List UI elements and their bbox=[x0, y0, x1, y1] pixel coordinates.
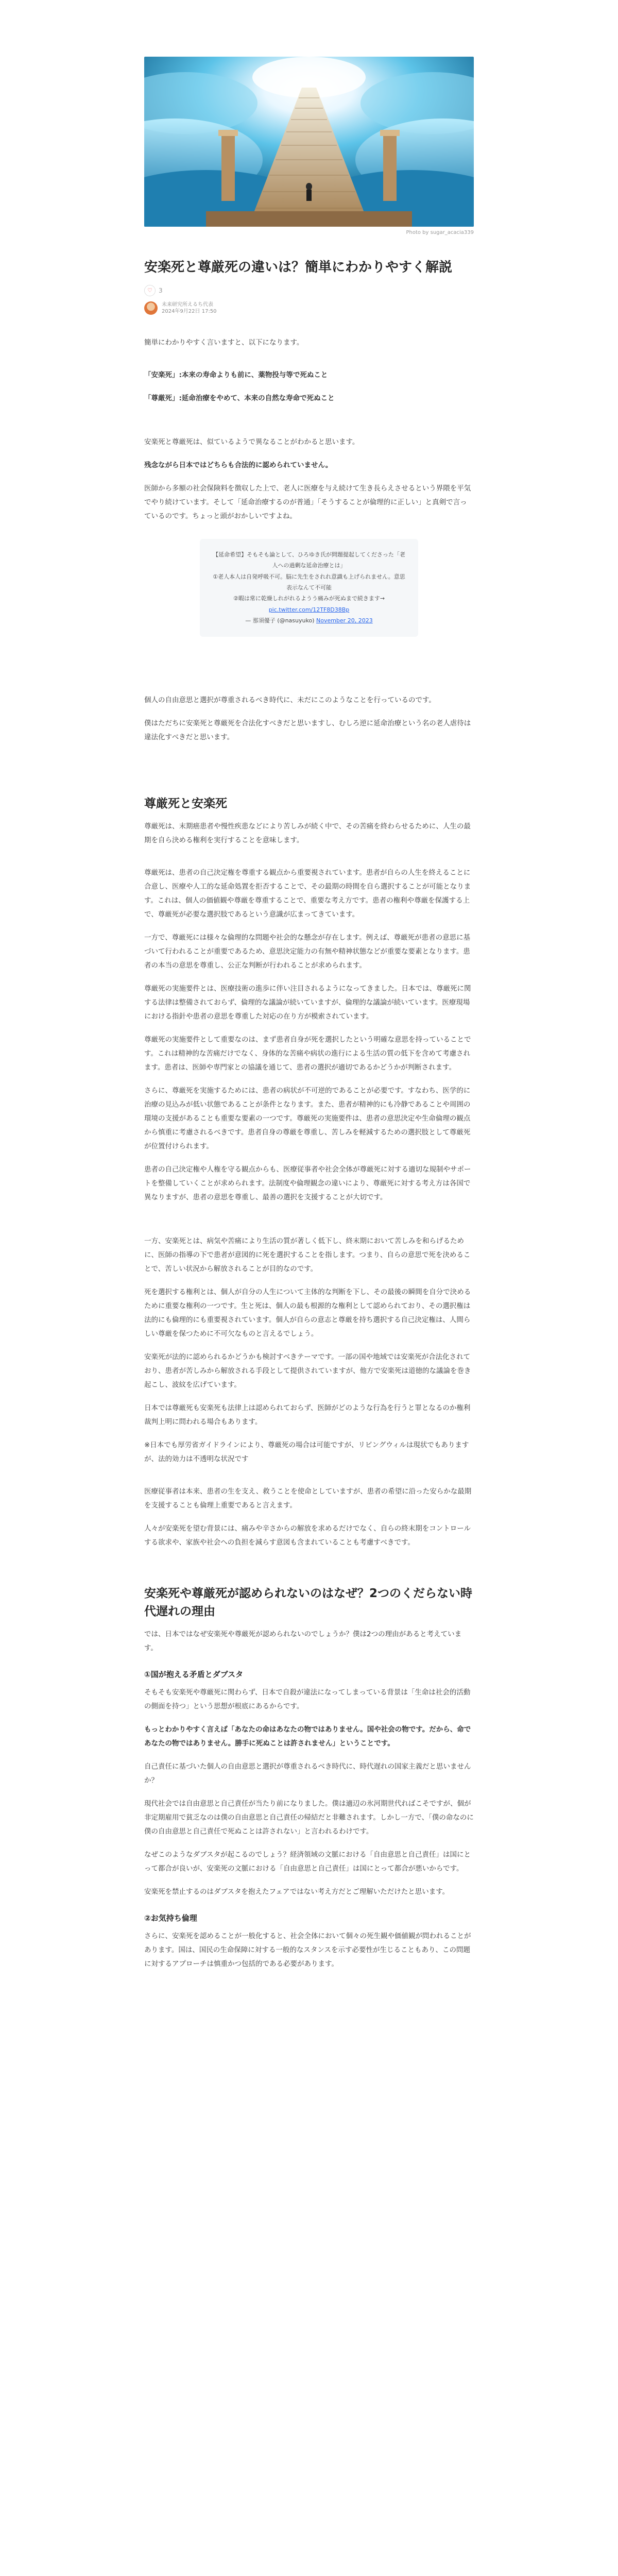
paragraph: 安楽死と尊厳死は、似ているようで異なることがわかると思います。 bbox=[144, 437, 359, 446]
paragraph: 尊厳死は、末期癌患者や慢性疾患などにより苦しみが続く中で、その苦痛を終わらせるために、人生の最期を自ら決める権利を実行することを意味します。 bbox=[144, 822, 471, 845]
like-count: 3 bbox=[159, 286, 163, 294]
paragraph: 僕はただちに安楽死と尊厳死を合法化すべきだと思いますし、むしろ逆に延命治療という名の老人虐待は違法化すべきだと思います。 bbox=[144, 719, 471, 741]
subsection-heading: ②お気持ち倫理 bbox=[144, 1913, 197, 1923]
author-block[interactable] bbox=[144, 301, 474, 315]
paragraph: 自己責任に基づいた個人の自由意思と選択が尊重されるべき時代に、時代遅れの国家主義だと思いませんか？ bbox=[144, 1762, 471, 1785]
tweet-date-link[interactable]: November 20, 2023 bbox=[316, 617, 373, 624]
paragraph: 医療従事者は本来、患者の生を支え、救うことを使命としていますが、患者の希望に沿った安らかな最期を支援することも倫理上重要であると言えます。 bbox=[144, 1487, 472, 1510]
paragraph-emphasis: もっとわかりやすく言えば「あなたの命はあなたの物ではありません。国や社会の物です。だから、命であなたの物ではありません。勝手に死ぬことは許されません」ということです。 bbox=[144, 1725, 471, 1748]
paragraph: ※日本でも厚労省ガイドラインにより、尊厳死の場合は可能ですが、リビングウィルは現状でもありますが、法的効力は不透明な状況です bbox=[144, 1441, 469, 1464]
paragraph: 一方で、尊厳死には様々な倫理的な問題や社会的な懸念が存在します。例えば、尊厳死が患者の意思に基づいて行われることが重要であるため、意思決定能力の有無や精神状態などが重要な要素となります。患者の本当の意思を尊重し、公正な判断が行われることが求められます。 bbox=[144, 934, 471, 970]
paragraph: さらに、安楽死を認めることが一般化すると、社会全体において個々の死生観や価値観が問われることがあります。国は、国民の生命保障に対する一般的なスタンスを示す必要性が生じることもあり、この問題に対するアプローチは慎重かつ包括的である必要があります。 bbox=[144, 1932, 471, 1969]
paragraph: 尊厳死の実施要件とは、医療技術の進歩に伴い注目されるようになってきました。日本では、尊厳死に関する法律は整備されておらず、倫理的な議論が続いていますが、倫理的な議論が続いています。医療現場における指針や患者の意思を尊重した対応の在り方が模索されています。 bbox=[144, 985, 471, 1021]
intro-text: 簡単にわかりやすく言いますと、以下になります。 bbox=[144, 338, 304, 347]
paragraph: 尊厳死の実施要件として重要なのは、まず患者自身が死を選択したという明確な意思を持っていることです。これは精神的な苦痛だけでなく、身体的な苦痛や病状の進行による生活の質の低下を含めて考慮されます。患者は、医師や専門家との協議を通じて、患者の選択が適切であるかどうかが判断されます。 bbox=[144, 1036, 471, 1072]
avatar[interactable] bbox=[144, 301, 158, 315]
tweet-line: ②暇は常に乾燥しれがれるようう痛みが死ぬまで続きます→ bbox=[233, 595, 385, 602]
tweet-pic-link[interactable]: pic.twitter.com/12TF8D38Bp bbox=[268, 606, 350, 613]
paragraph: 一方、安楽死とは、病気や苦痛により生活の質が著しく低下し、終末期において苦しみを和らげるために、医師の指導の下で患者が意図的に死を選択することを指します。つまり、自らの意思で死を決めることで、苦しい状況から解放されることが目的なのです。 bbox=[144, 1237, 471, 1274]
section-heading: 安楽死や尊厳死が認められないのはなぜ？2つのくだらない時代遅れの理由 bbox=[144, 1587, 473, 1618]
definition-dignity-death: 「尊厳死」:延命治療をやめて、本来の自然な寿命で死ぬこと bbox=[144, 394, 335, 402]
photo-credit: Photo by sugar_acacia339 bbox=[406, 230, 474, 235]
paragraph: なぜこのようなダブスタが起こるのでしょう？経済領域の文脈における「自由意思と自己責任」は国にとって都合が良いが、安楽死の文脈における「自由意思と自己責任」は国にとって都合が悪いからです。 bbox=[144, 1851, 471, 1873]
definition-euthanasia: 「安楽死」:本来の寿命よりも前に、薬物投与等で死ぬこと bbox=[144, 370, 328, 379]
paragraph: 医師から多額の社会保険料を徴収した上で、老人に医療を与え続けて生き長らえさせるという界隈を平気でやり続けています。そして「延命治療するのが普通」「そうすることが倫理的に正しい」と真剣で言っているのです。ちょっと頭がおかしいですよね。 bbox=[144, 484, 471, 520]
section-heading: 尊厳死と安楽死 bbox=[144, 796, 227, 810]
article-title: 安楽死と尊厳死の違いは？簡単にわかりやすく解説 bbox=[144, 260, 453, 275]
paragraph: 現代社会では自由意思と自己責任が当たり前になりました。僕は適辺の氷河期世代ればこそですが、個が非定期雇用で貧乏なのは僕の自由意思と自己責任の帰結だと非難されます。しかし一方で、「僕の命なのに僕の自由意思と自己責任で死ぬことは許されない」と言われるわけです。 bbox=[144, 1800, 474, 1836]
paragraph: 死を選択する権利とは、個人が自分の人生について主体的な判断を下し、その最後の瞬間を自分で決めるために重要な権利の一つです。生と死は、個人の最も根源的な権利として認められており、その選択権は法的にも倫理的にも重要視されています。個人が自らの意志と尊厳を持ち選択する自己決定権は、人間らしい尊厳を保つために不可欠なものと言えるでしょう。 bbox=[144, 1288, 471, 1338]
article bbox=[144, 0, 474, 1971]
paragraph: 患者の自己決定権や人権を守る観点からも、医療従事者や社会全体が尊厳死に対する適切な規制やサポートを整備していくことが求められます。法制度や倫理観念の違いにより、尊厳死に対する考え方は各国で異なりますが、患者の意思を尊重し、最善の選択を支援することが大切です。 bbox=[144, 1165, 471, 1202]
paragraph: 尊厳死は、患者の自己決定権を尊重する観点から重要視されています。患者が自らの人生を終えることに合意し、医療や人工的な延命処置を拒否することで、その最期の時間を自ら選択することが可能となります。これは、個人の価値観や尊厳を尊重することで、重要な考え方です。患者の権利や尊厳を保護する上で、尊厳死が必要な選択肢であるという意識が広まってきています。 bbox=[144, 869, 471, 919]
stairway-to-heaven-illustration bbox=[144, 57, 474, 227]
paragraph-legal: 残念ながら日本ではどちらも合法的に認められていません。 bbox=[144, 461, 333, 469]
paragraph: 安楽死を禁止するのはダブスタを抱えたフェアではない考え方だとご理解いただけたと思います。 bbox=[144, 1888, 450, 1896]
tweet-line: 【延命希望】そもそも論として、ひろゆき氏が問題提起してくださった「老人への過剰な延命治療とは」 bbox=[213, 551, 405, 569]
post-date: 2024年9月22日 17:50 bbox=[162, 309, 217, 315]
heart-icon[interactable]: ♡ bbox=[144, 285, 156, 296]
subsection-heading: ①国が抱える矛盾とダブスタ bbox=[144, 1670, 244, 1680]
hero-image bbox=[144, 57, 474, 227]
embedded-tweet bbox=[200, 539, 418, 637]
paragraph: 安楽死が法的に認められるかどうかも検討すべきテーマです。一部の国や地域では安楽死が合法化されており、患者が苦しみから解放される手段として提供されていますが、他方で安楽死は道徳的な議論を巻き起こし、波紋を広げています。 bbox=[144, 1353, 471, 1389]
tweet-line: ①老人本人は自発呼吸不可。脳に先生をされれ意識も上げられません。意思表示なんて不可能 bbox=[213, 573, 405, 591]
paragraph: そもそも安楽死や尊厳死に関わらず、日本で自殺が違法になってしまっている背景は「生命は社会的活動の側面を持つ」という思想が根底にあるからです。 bbox=[144, 1688, 471, 1711]
tweet-handle: — 那須優子 (@nasuyuko) bbox=[245, 617, 315, 624]
paragraph: 日本では尊厳死も安楽死も法律上は認められておらず、医師がどのような行為を行うと罪となるのか権利裁判上明に問われる場合もあります。 bbox=[144, 1404, 471, 1427]
author-name[interactable]: 未来研究所えるち代表 bbox=[162, 301, 213, 308]
like-row bbox=[144, 285, 474, 296]
paragraph: では、日本ではなぜ安楽死や尊厳死が認められないのでしょうか？僕は2つの理由があると考えています。 bbox=[144, 1630, 462, 1653]
paragraph: 個人の自由意思と選択が尊重されるべき時代に、未だにこのようなことを行っているのです。 bbox=[144, 696, 436, 704]
paragraph: さらに、尊厳死を実施するためには、患者の病状が不可逆的であることが必要です。すなわち、医学的に治療の見込みが低い状態であることが条件となります。また、患者が精神的にも冷静であることや周囲の環境の支援があることも重要な要素の一つです。尊厳死の実施要件は、患者の意思決定や生命倫理の観点から慎重に考慮されるべきです。患者自身の尊厳を尊重し、苦しみを軽減するための選択肢として尊厳死が位置付けられます。 bbox=[144, 1087, 471, 1151]
paragraph: 人々が安楽死を望む背景には、痛みや辛さからの解放を求めるだけでなく、自らの終末期をコントロールする欲求や、家族や社会への負担を減らす意図も含まれていることも考慮すべきです。 bbox=[144, 1524, 471, 1547]
